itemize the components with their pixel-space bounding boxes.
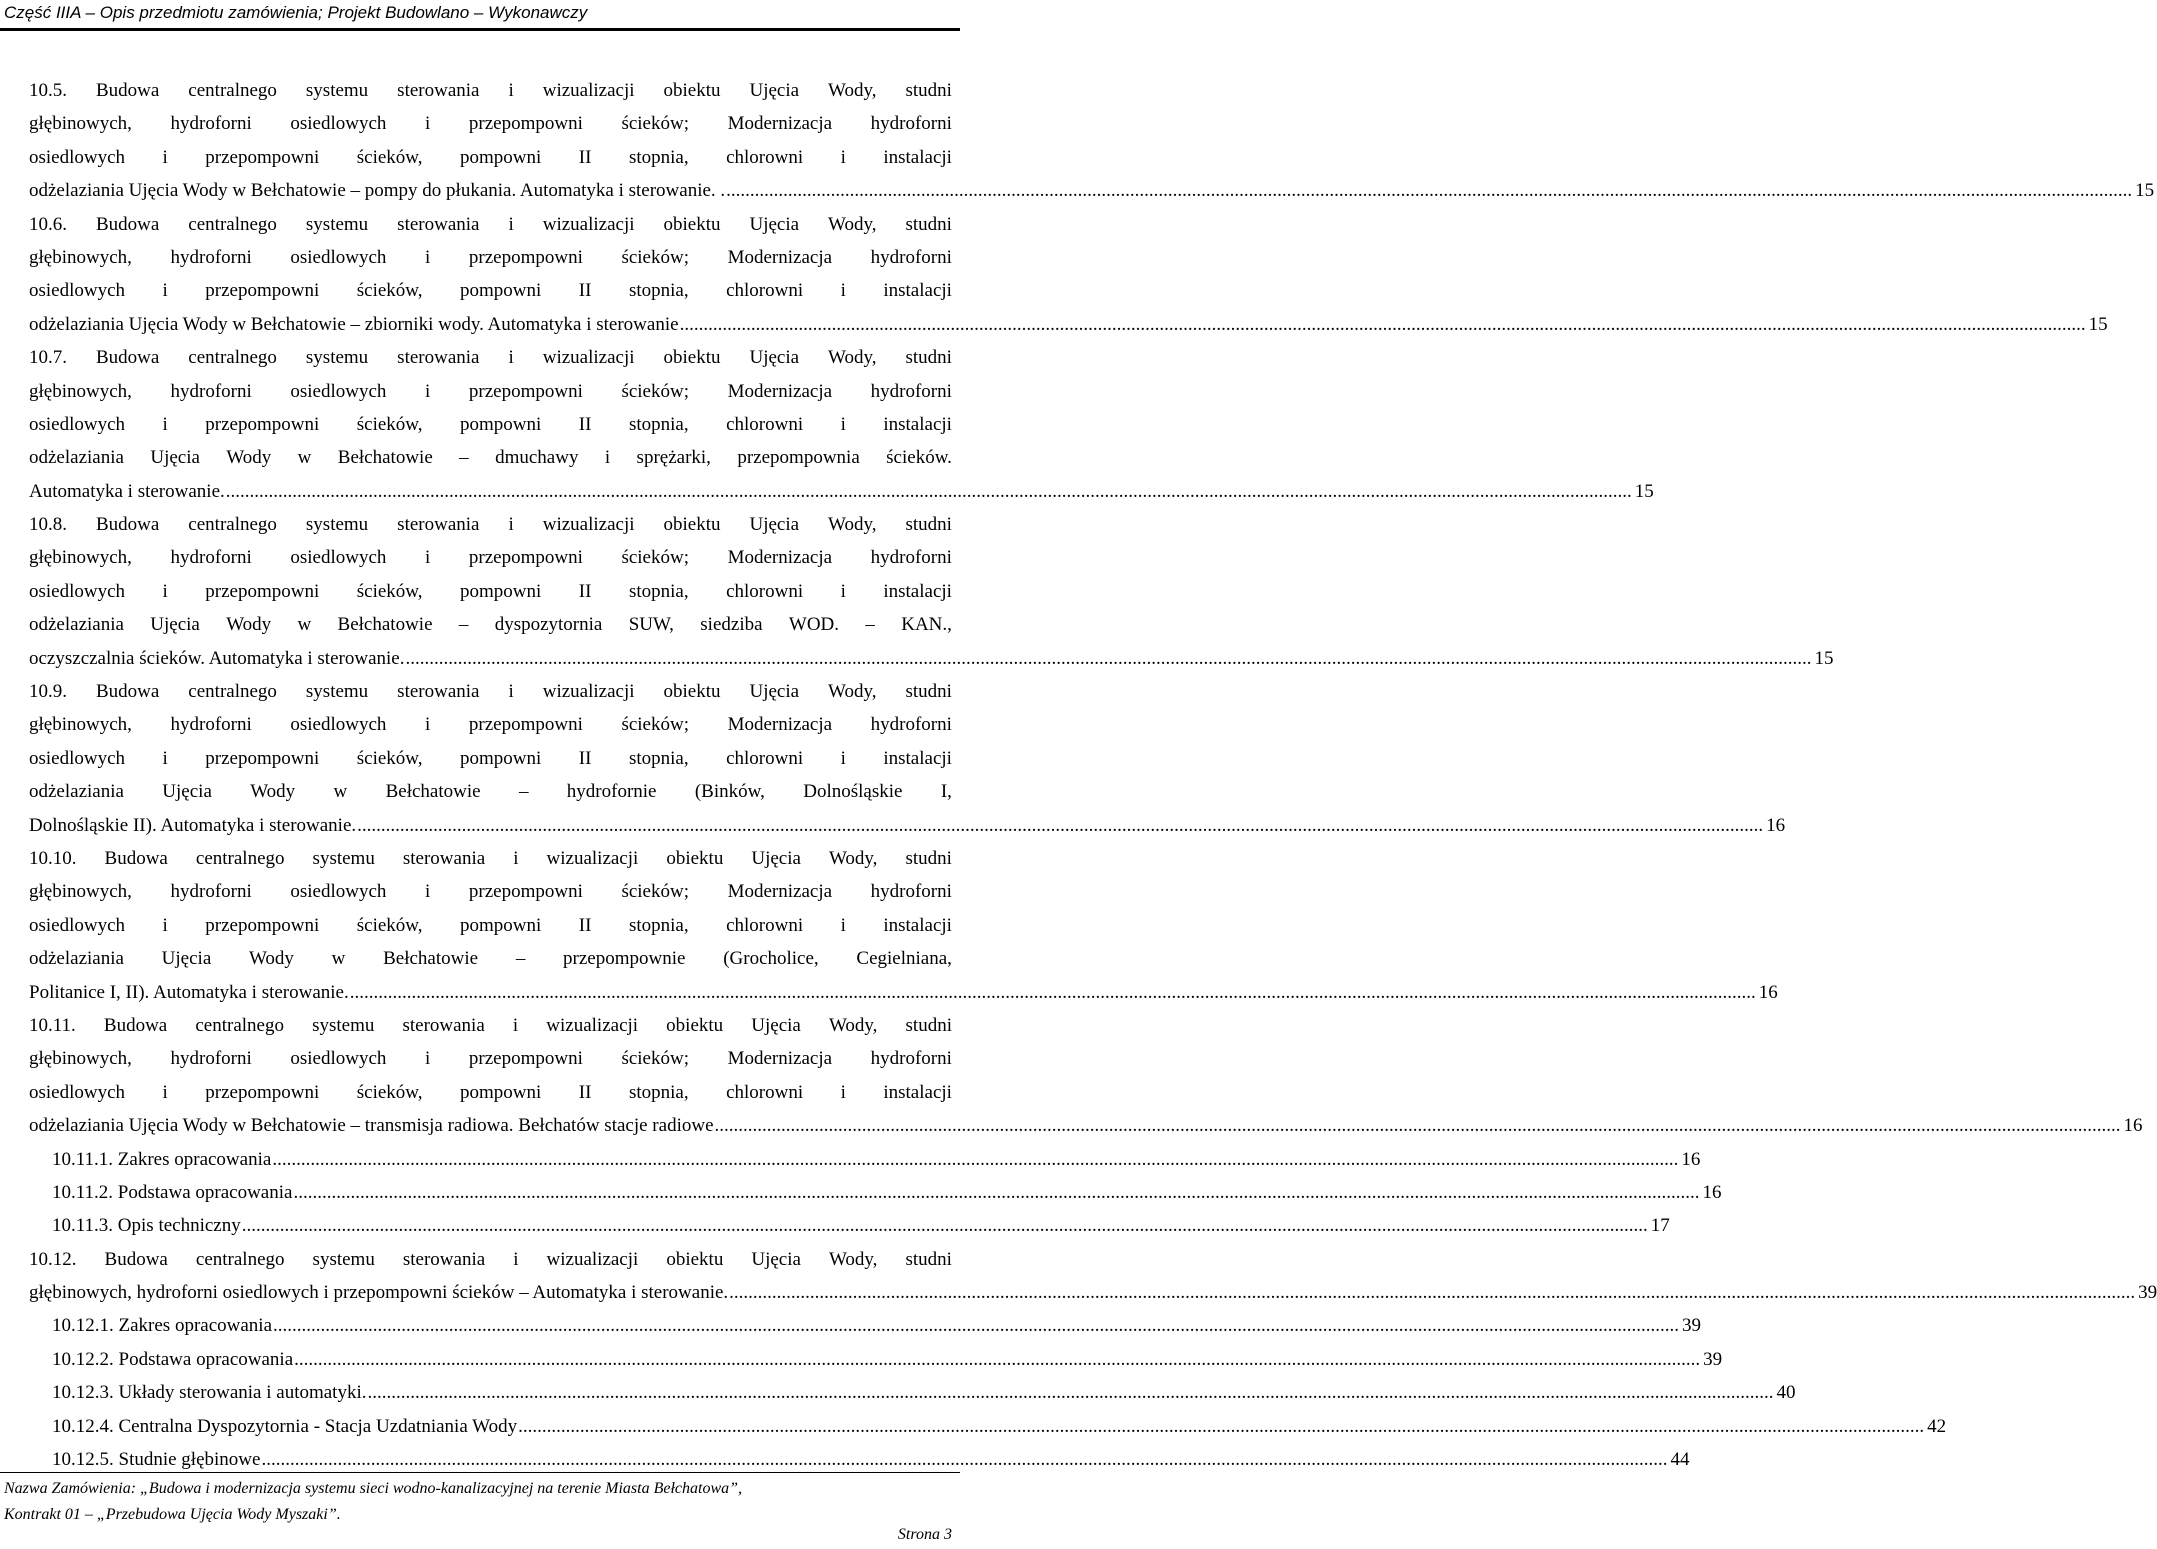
dot-leader (367, 1376, 1775, 1409)
toc-page-number: 16 (1758, 981, 1778, 1003)
toc-subentry[interactable] (29, 1176, 1722, 1209)
toc-entry-line: 10.5. Budowa centralnego systemu sterowania i wizualizacji obiektu Ujęcia Wody, studni (29, 80, 952, 101)
toc-entry-title: odżelaziania Ujęcia Wody w Bełchatowie – transmisja radiowa. Bełchatów stacje radiowe (29, 1115, 714, 1137)
toc-page-number: 39 (1682, 1315, 1702, 1337)
toc-entry-title: oczyszczalnia ścieków. Automatyka i sterowanie. (29, 647, 405, 669)
toc-subentry[interactable] (29, 1209, 1670, 1242)
toc-entry[interactable] (29, 508, 1834, 675)
toc-entry-line: 10.8. Budowa centralnego systemu sterowania i wizualizacji obiektu Ujęcia Wody, studni (29, 514, 952, 536)
toc-entry-title: Politanice I, II). Automatyka i sterowanie. (29, 981, 349, 1003)
toc-entry-last-line (29, 475, 1654, 508)
toc-entry-line: 10.6. Budowa centralnego systemu sterowania i wizualizacji obiektu Ujęcia Wody, studni (29, 213, 952, 235)
toc-page-number: 39 (1703, 1348, 1723, 1370)
toc-entry-line: 10.12. Budowa centralnego systemu sterowania i wizualizacji obiektu Ujęcia Wody, studni (29, 1248, 952, 1270)
toc-page-number: 15 (1814, 647, 1834, 669)
toc-page-number: 16 (1702, 1181, 1722, 1203)
dot-leader (293, 1343, 1701, 1376)
toc-entry-line: 10.11. Budowa centralnego systemu sterowania i wizualizacji obiektu Ujęcia Wody, studni (29, 1014, 952, 1036)
toc-entry-last-line (52, 1376, 1796, 1409)
dot-leader (349, 976, 1757, 1009)
running-header: Część IIIA – Opis przedmiotu zamówienia; Projekt Budowlano – Wykonawczy (4, 3, 588, 22)
toc-entry-last-line (52, 1343, 1723, 1376)
dot-leader (241, 1209, 1649, 1242)
toc-entry-line: odżelaziania Ujęcia Wody w Bełchatowie – dyspozytornia SUW, siedziba WOD. – KAN., (29, 614, 952, 636)
dot-leader (725, 174, 2133, 207)
toc-entry-line: osiedlowych i przepompowni ścieków, pompowni II stopnia, chlorowni i instalacji (29, 413, 952, 435)
toc-page-number: 39 (2138, 1282, 2157, 1304)
toc-entry-last-line (29, 642, 1834, 675)
toc-entry-title: 10.12.3. Układy sterowania i automatyki. (52, 1382, 367, 1404)
toc-entry-last-line (52, 1176, 1722, 1209)
toc-entry[interactable] (29, 1243, 2157, 1310)
footer-contract: Kontrakt 01 – „Przebudowa Ujęcia Wody Myszaki”. (4, 1506, 341, 1523)
toc-entry[interactable] (29, 675, 1786, 842)
toc-entry-line: 10.7. Budowa centralnego systemu sterowania i wizualizacji obiektu Ujęcia Wody, studni (29, 347, 952, 369)
toc-page-number: 40 (1776, 1382, 1796, 1404)
toc-entry-title: Dolnośląskie II). Automatyka i sterowanie. (29, 814, 357, 836)
toc-entry-line: odżelaziania Ujęcia Wody w Bełchatowie – przepompownie (Grocholice, Cegielniana, (29, 948, 952, 970)
toc-entry-line: głębinowych, hydroforni osiedlowych i przepompowni ścieków; Modernizacja hydroforni (29, 1048, 952, 1070)
toc-entry-line: głębinowych, hydroforni osiedlowych i przepompowni ścieków; Modernizacja hydroforni (29, 246, 952, 268)
dot-leader (404, 642, 1812, 675)
dot-leader (292, 1176, 1700, 1209)
toc-entry-line: 10.10. Budowa centralnego systemu sterowania i wizualizacji obiektu Ujęcia Wody, studni (29, 847, 952, 869)
toc-entry-title: odżelaziania Ujęcia Wody w Bełchatowie – zbiorniki wody. Automatyka i sterowanie (29, 313, 679, 335)
dot-leader (356, 809, 1764, 842)
toc-entry-last-line (29, 308, 2108, 341)
toc-entry-title: 10.12.4. Centralna Dyspozytornia - Stacja Uzdatniania Wody (52, 1415, 518, 1437)
toc-entry-title: Automatyka i sterowanie. (29, 480, 225, 502)
toc-entry[interactable] (29, 208, 2108, 342)
toc-page-number: 15 (1634, 480, 1654, 502)
toc-subentry[interactable] (29, 1376, 1796, 1409)
toc-page-number: 42 (1927, 1415, 1947, 1437)
dot-leader (714, 1109, 2122, 1142)
toc-entry-line: głębinowych, hydroforni osiedlowych i przepompowni ścieków; Modernizacja hydroforni (29, 380, 952, 402)
toc-page-number: 44 (1670, 1449, 1690, 1471)
toc-page-number: 17 (1650, 1215, 1670, 1237)
toc-entry-title: 10.12.2. Podstawa opracowania (52, 1348, 294, 1370)
toc-entry[interactable] (29, 842, 1778, 1009)
toc-entry[interactable] (29, 1009, 2143, 1143)
toc-entry-last-line (29, 809, 1786, 842)
toc-entry-line: 10.9. Budowa centralnego systemu sterowania i wizualizacji obiektu Ujęcia Wody, studni (29, 681, 952, 703)
table-of-contents (29, 74, 2157, 1476)
footer-order-name: Nazwa Zamówienia: „Budowa i modernizacja systemu sieci wodno-kanalizacyjnej na terenie Miasta Bełchatowa”, (4, 1480, 743, 1497)
toc-entry[interactable] (29, 341, 1654, 508)
dot-leader (679, 308, 2087, 341)
toc-page-number: 16 (2123, 1115, 2143, 1137)
toc-entry-title: 10.12.5. Studnie głębinowe (52, 1449, 261, 1471)
toc-entry-line: głębinowych, hydroforni osiedlowych i przepompowni ścieków; Modernizacja hydroforni (29, 113, 952, 135)
toc-entry-line: osiedlowych i przepompowni ścieków, pompowni II stopnia, chlorowni i instalacji (29, 580, 952, 602)
toc-entry-line: odżelaziania Ujęcia Wody w Bełchatowie – dmuchawy i sprężarki, przepompownia ścieków. (29, 447, 952, 469)
running-footer (4, 1476, 954, 1528)
toc-entry-title: odżelaziania Ujęcia Wody w Bełchatowie – pompy do płukania. Automatyka i sterowanie. . (29, 180, 726, 202)
toc-entry-line: głębinowych, hydroforni osiedlowych i przepompowni ścieków; Modernizacja hydroforni (29, 714, 952, 736)
toc-page-number: 16 (1681, 1148, 1701, 1170)
toc-entry-last-line (52, 1209, 1670, 1242)
dot-leader (272, 1309, 1680, 1342)
toc-entry-title: 10.11.3. Opis techniczny (52, 1215, 241, 1237)
header-rule (0, 28, 960, 31)
toc-entry-line: osiedlowych i przepompowni ścieków, pompowni II stopnia, chlorowni i instalacji (29, 747, 952, 769)
toc-entry-last-line (29, 976, 1778, 1009)
dot-leader (517, 1410, 1925, 1443)
toc-page-number: 15 (2135, 180, 2155, 202)
dot-leader (728, 1276, 2136, 1309)
footer-rule (0, 1472, 960, 1473)
toc-entry-title: 10.11.1. Zakres opracowania (52, 1148, 272, 1170)
toc-entry-last-line (52, 1410, 1947, 1443)
toc-entry-line: odżelaziania Ujęcia Wody w Bełchatowie – hydrofornie (Binków, Dolnośląskie I, (29, 781, 952, 803)
dot-leader (271, 1143, 1679, 1176)
toc-subentry[interactable] (29, 1343, 1723, 1376)
toc-entry-last-line (29, 174, 2155, 207)
toc-entry-line: osiedlowych i przepompowni ścieków, pompowni II stopnia, chlorowni i instalacji (29, 1081, 952, 1103)
toc-entry-last-line (29, 1109, 2143, 1142)
toc-entry-last-line (52, 1309, 1702, 1342)
toc-entry-last-line (52, 1143, 1701, 1176)
page-number-label: Strona 3 (897, 1526, 952, 1543)
toc-entry-line: osiedlowych i przepompowni ścieków, pompowni II stopnia, chlorowni i instalacji (29, 280, 952, 302)
dot-leader (225, 475, 1633, 508)
toc-entry-line: osiedlowych i przepompowni ścieków, pompowni II stopnia, chlorowni i instalacji (29, 914, 952, 936)
toc-entry-title: 10.12.1. Zakres opracowania (52, 1315, 273, 1337)
toc-entry-line: głębinowych, hydroforni osiedlowych i przepompowni ścieków; Modernizacja hydroforni (29, 547, 952, 569)
toc-subentry[interactable] (29, 1309, 1702, 1342)
toc-entry[interactable] (29, 74, 2155, 208)
toc-subentry[interactable] (29, 1143, 1701, 1176)
toc-entry-last-line (29, 1276, 2157, 1309)
toc-entry-line: głębinowych, hydroforni osiedlowych i przepompowni ścieków; Modernizacja hydroforni (29, 881, 952, 903)
toc-page-number: 16 (1766, 814, 1786, 836)
toc-entry-title: 10.11.2. Podstawa opracowania (52, 1181, 293, 1203)
toc-entry-title: głębinowych, hydroforni osiedlowych i przepompowni ścieków – Automatyka i sterowanie. (29, 1282, 729, 1304)
toc-page-number: 15 (2088, 313, 2108, 335)
toc-subentry[interactable] (29, 1410, 1947, 1443)
toc-entry-line: osiedlowych i przepompowni ścieków, pompowni II stopnia, chlorowni i instalacji (29, 146, 952, 168)
